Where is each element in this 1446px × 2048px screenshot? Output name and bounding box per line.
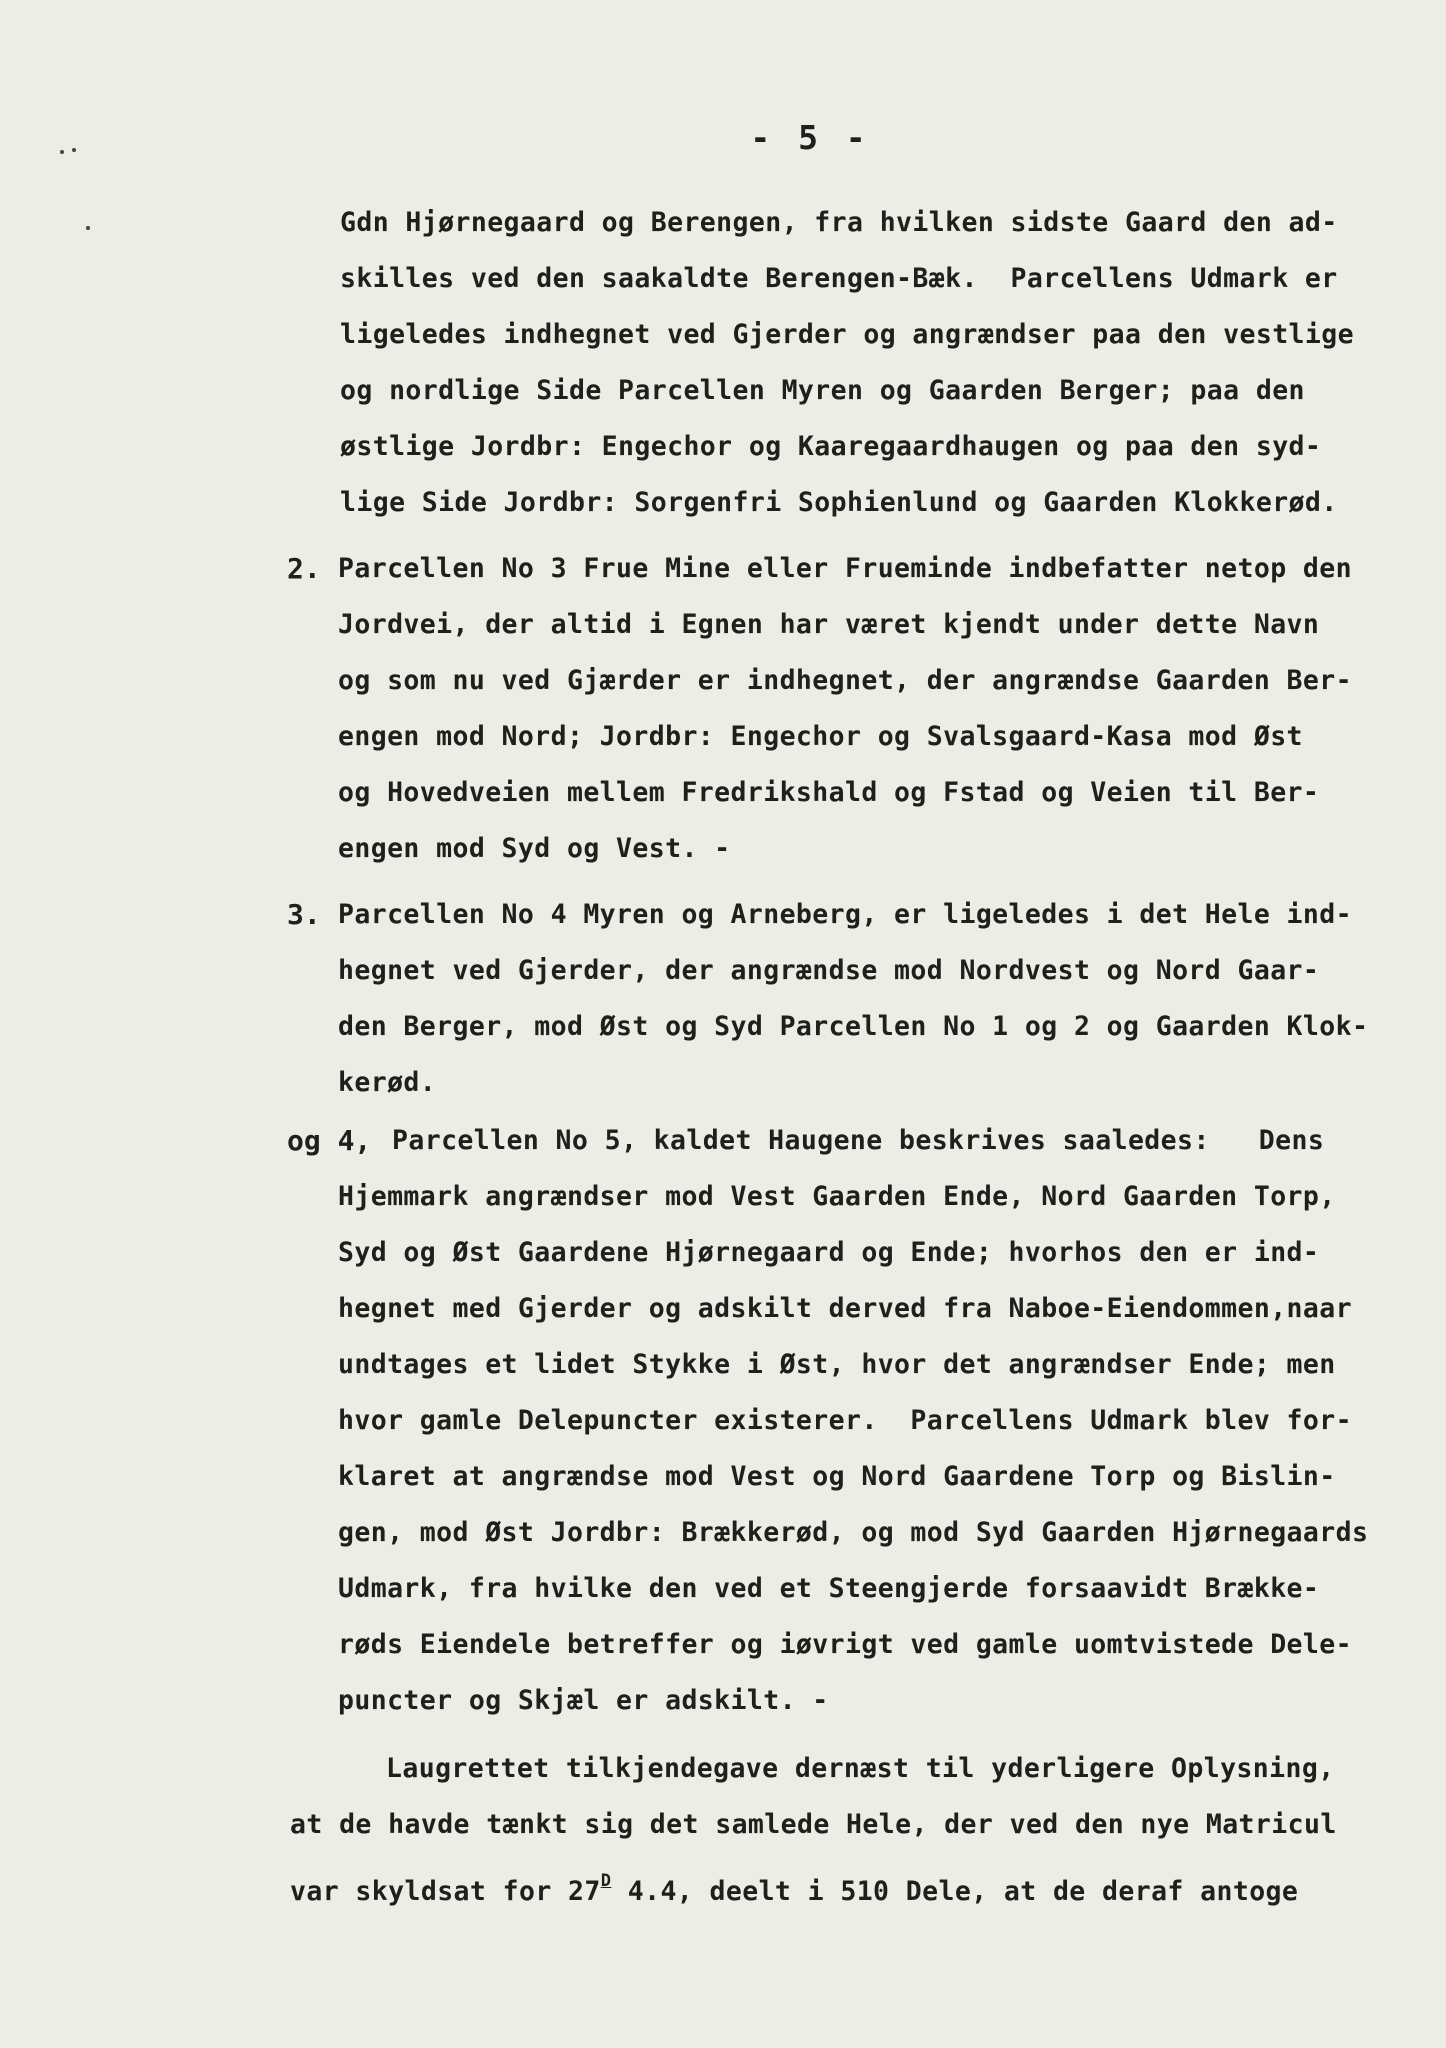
- text-line: undtages et lidet Stykke i Øst, hvor det angrændser Ende; men: [338, 1349, 1336, 1380]
- text-line: Syd og Øst Gaardene Hjørnegaard og Ende; hvorhos den er ind-: [338, 1237, 1320, 1268]
- text-line: den Berger, mod Øst og Syd Parcellen No 1 og 2 og Gaarden Klok-: [338, 1011, 1369, 1042]
- text-line: Parcellen No 5, kaldet Haugene beskrives saaledes: Dens: [392, 1125, 1325, 1156]
- text-line: Hjemmark angrændser mod Vest Gaarden Ende, Nord Gaarden Torp,: [338, 1181, 1336, 1212]
- text-line: Laugrettet tilkjendegave dernæst til yderligere Oplysning,: [386, 1753, 1335, 1784]
- text-line: [290, 1864, 1298, 1909]
- text-line: og nordlige Side Parcellen Myren og Gaarden Berger; paa den: [340, 375, 1305, 406]
- text-line: at de havde tænkt sig det samlede Hele, der ved den nye Matricul: [290, 1809, 1337, 1840]
- text-line: Udmark, fra hvilke den ved et Steengjerde forsaavidt Brække-: [338, 1573, 1320, 1604]
- text-line: kerød.: [338, 1067, 437, 1098]
- text-line: Parcellen No 3 Frue Mine eller Frueminde indbefatter netop den: [338, 553, 1352, 584]
- text-line: Gdn Hjørnegaard og Berengen, fra hvilken sidste Gaard den ad-: [340, 207, 1338, 238]
- item-number-2: 2.: [287, 552, 321, 585]
- text-line: hegnet med Gjerder og adskilt derved fra Naboe-Eiendommen,naar: [338, 1293, 1352, 1324]
- superscript-d: D: [600, 1871, 612, 1891]
- text-line: hvor gamle Delepuncter existerer. Parcellens Udmark blev for-: [338, 1405, 1352, 1436]
- ink-speck: [86, 226, 90, 230]
- text-line: Parcellen No 4 Myren og Arneberg, er ligeledes i det Hele ind-: [338, 899, 1352, 930]
- text-line: og Hovedveien mellem Fredrikshald og Fstad og Veien til Ber-: [338, 777, 1320, 808]
- text-line: lige Side Jordbr: Sorgenfri Sophienlund og Gaarden Klokkerød.: [340, 487, 1338, 518]
- page-number: - 5 -: [750, 118, 870, 157]
- text-line: røds Eiendele betreffer og iøvrigt ved gamle uomtvistede Dele-: [338, 1629, 1352, 1660]
- text-line: hegnet ved Gjerder, der angrændse mod Nordvest og Nord Gaar-: [338, 955, 1320, 986]
- text-line: gen, mod Øst Jordbr: Brækkerød, og mod Syd Gaarden Hjørnegaards: [338, 1517, 1369, 1548]
- text-span: var skyldsat for 27: [290, 1876, 601, 1907]
- text-line: og som nu ved Gjærder er indhegnet, der angrændse Gaarden Ber-: [338, 665, 1352, 696]
- text-line: puncter og Skjæl er adskilt. -: [338, 1685, 829, 1716]
- item-number-3: 3.: [287, 898, 321, 931]
- text-line: ligeledes indhegnet ved Gjerder og angrændser paa den vestlige: [340, 319, 1354, 350]
- text-line: klaret at angrændse mod Vest og Nord Gaardene Torp og Bislin-: [338, 1461, 1336, 1492]
- text-line: engen mod Nord; Jordbr: Engechor og Svalsgaard-Kasa mod Øst: [338, 721, 1303, 752]
- text-span: 4.4, deelt i 510 Dele, at de deraf antoge: [611, 1876, 1299, 1907]
- text-line: engen mod Syd og Vest. -: [338, 833, 731, 864]
- item-number-4: og 4,: [287, 1124, 372, 1157]
- text-line: skilles ved den saakaldte Berengen-Bæk. Parcellens Udmark er: [340, 263, 1338, 294]
- text-line: Jordvei, der altid i Egnen har været kjendt under dette Navn: [338, 609, 1320, 640]
- text-line: østlige Jordbr: Engechor og Kaaregaardhaugen og paa den syd-: [340, 431, 1322, 462]
